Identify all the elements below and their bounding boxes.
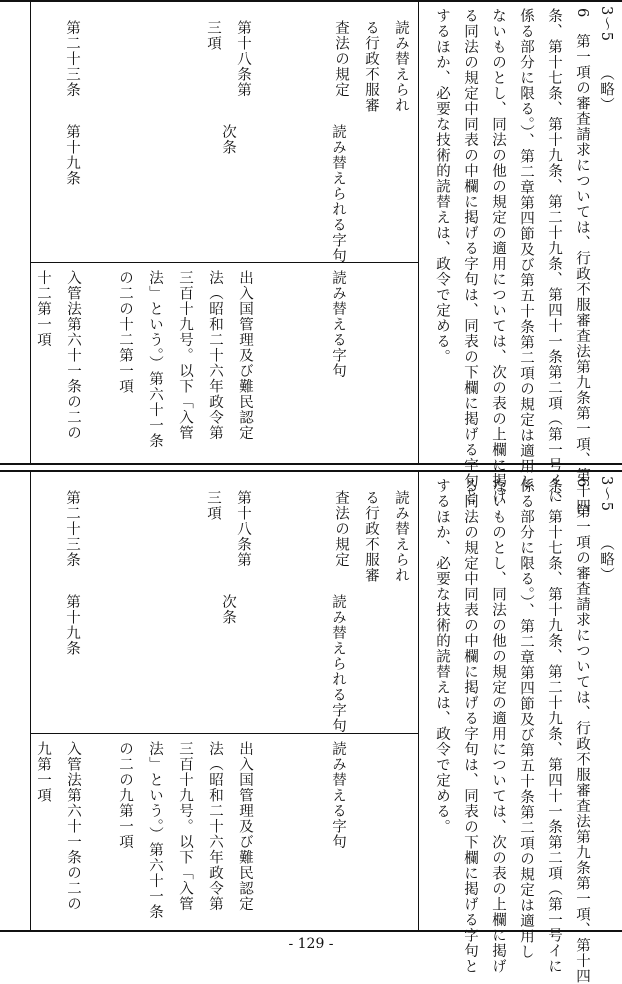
paragraph-line: するほか、必要な技術的読替えは、政令で定める。 <box>434 478 450 835</box>
paragraph-line: 6 第一項の審査請求については、行政不服審査法第九条第一項、第十四 <box>574 8 590 515</box>
row-original: 次条 <box>220 594 236 625</box>
row-original: 第十九条 <box>64 124 80 186</box>
clause-range: 3～5 <box>598 6 614 42</box>
row-provision: 第十八条第三項 <box>205 20 251 98</box>
table-right-border <box>418 0 419 463</box>
row-replacement: 出入国管理及び難民認定法（昭和二十六年政令第三百十九号。以下「入管法」という。）第六十一条の二の九第一項 <box>117 741 253 920</box>
header-replacement: 読み替える字句 <box>330 741 346 850</box>
page-number: - 129 - <box>288 936 334 952</box>
paragraph-line: る同法の規定中同表の中欄に掲げる字句は、同表の下欄に掲げる字句と <box>462 478 478 974</box>
row-original: 第十九条 <box>64 594 80 656</box>
row-replacement: 入管法第六十一条の二の十二第一項 <box>35 270 81 441</box>
column-divider <box>30 262 418 263</box>
upper-top-rule <box>0 0 622 2</box>
clause-range: 3～5 <box>598 476 614 512</box>
row-replacement: 入管法第六十一条の二の九第一項 <box>35 741 81 912</box>
paragraph-line: ないものとし、同法の他の規定の適用については、次の表の上欄に掲げ <box>490 8 506 504</box>
paragraph-line: ないものとし、同法の他の規定の適用については、次の表の上欄に掲げ <box>490 478 506 974</box>
paragraph-line: 係る部分に限る。）、第二章第四節及び第五十条第二項の規定は適用し <box>518 8 534 490</box>
paragraph-line: 条、第十七条、第十九条、第二十九条、第四十一条第二項（第一号イに <box>546 8 562 504</box>
header-original: 読み替えられる字句 <box>330 594 346 734</box>
paragraph-line: る同法の規定中同表の中欄に掲げる字句は、同表の下欄に掲げる字句と <box>462 8 478 504</box>
table-right-border <box>418 470 419 930</box>
paragraph-line: するほか、必要な技術的読替えは、政令で定める。 <box>434 8 450 365</box>
paragraph-line: 6 第一項の審査請求については、行政不服審査法第九条第一項、第十四 <box>574 478 590 984</box>
row-replacement: 出入国管理及び難民認定法（昭和二十六年政令第三百十九号。以下「入管法」という。）第六十一条の二の十二第一項 <box>117 270 253 449</box>
paragraph-line: 条、第十七条、第十九条、第二十九条、第四十一条第二項（第一号イに <box>546 478 562 974</box>
header-provision: 読み替えられる行政不服審査法の規定 <box>333 490 409 583</box>
row-provision: 第十八条第三項 <box>205 490 251 568</box>
clause-omitted: （略） <box>598 536 614 583</box>
header-provision: 読み替えられる行政不服審査法の規定 <box>333 20 409 113</box>
header-original: 読み替えられる字句 <box>330 124 346 264</box>
column-divider <box>30 733 418 734</box>
header-replacement: 読み替える字句 <box>330 270 346 379</box>
clause-omitted: （略） <box>598 66 614 113</box>
paragraph-line: 係る部分に限る。）、第二章第四節及び第五十条第二項の規定は適用し <box>518 478 534 960</box>
lower-top-rule <box>0 470 622 472</box>
row-provision: 第二十三条 <box>64 490 80 568</box>
row-original: 次条 <box>220 124 236 155</box>
row-provision: 第二十三条 <box>64 20 80 98</box>
